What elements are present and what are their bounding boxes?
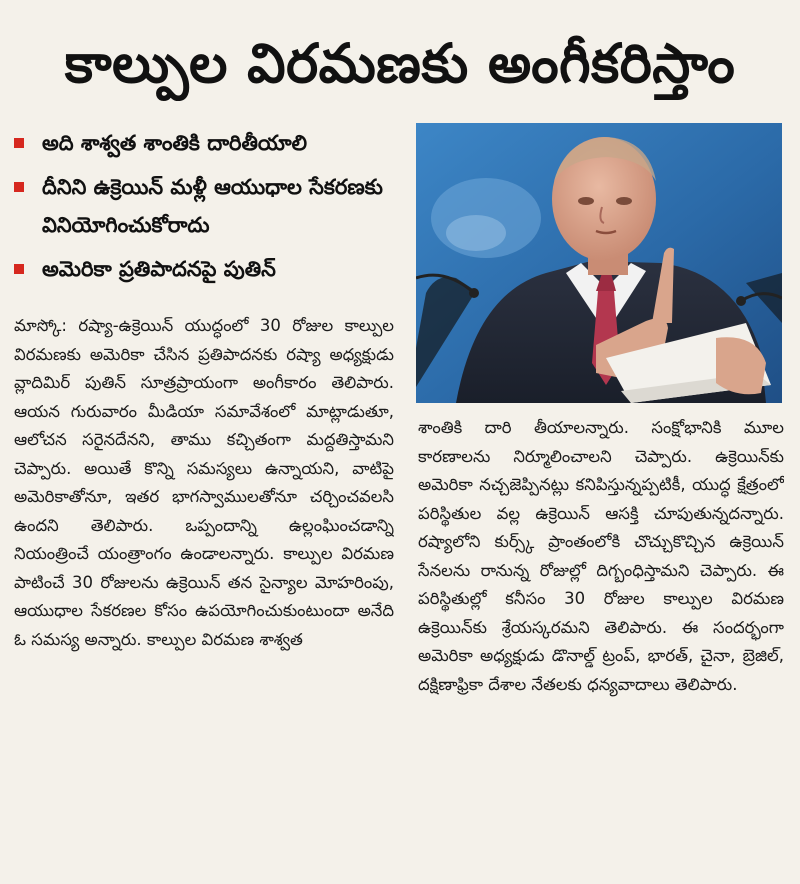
highlight-list: [14, 124, 404, 294]
bullet-square-icon: [14, 264, 24, 274]
highlight-item: [14, 168, 404, 244]
article-body-left: మాస్కో: రష్యా-ఉక్రెయిన్ యుద్ధంలో 30 రోజుల కాల్పుల విరమణకు అమెరికా చేసిన ప్రతిపాదనకు రష్యా అధ్యక్షుడు వ్లాదిమిర్ పుతిన్ సూత్రప్రాయంగా అంగీకారం తెలిపారు. ఆయన గురువారం మీడియా సమావేశంలో మాట్లాడుతూ, ఆలోచన సరైనదేనని, తాము కచ్చితంగా మద్దతిస్తామని చెప్పారు. అయితే కొన్ని సమస్యలు ఉన్నాయని, వాటిపై అమెరికాతోనూ, ఇతర భాగస్వాములతోనూ చర్చించవలసి ఉందని తెలిపారు. ఒప్పందాన్ని ఉల్లంఘించడాన్ని నియంత్రించే యంత్రాంగం ఉండాలన్నారు. కాల్పుల విరమణ పాటించే 30 రోజులను ఉక్రెయిన్ తన సైన్యాల మోహరింపు, ఆయుధాల సేకరణల కోసం ఉపయోగించుకుంటుందా అనేది ఓ సమస్య అన్నారు. కాల్పుల విరమణ శాశ్వత: [14, 316, 394, 649]
article-column-right: [418, 414, 784, 854]
news-photo: [416, 123, 782, 403]
bullet-square-icon: [14, 182, 24, 192]
article-body-right: శాంతికి దారి తీయాలన్నారు. సంక్షోభానికి మూల కారణాలను నిర్మూలించాలని చెప్పారు. ఉక్రెయిన్‌కు అమెరికా నచ్చజెప్పినట్లు కనిపిస్తున్నప్పటికీ, యుద్ధ క్షేత్రంలో పరిస్థితుల వల్ల ఉక్రెయిన్ ఆసక్తి చూపుతున్నదన్నారు. రష్యాలోని కుర్స్క్ ప్రాంతంలోకి చొచ్చుకొచ్చిన ఉక్రెయిన్ సేనలను రానున్న రోజుల్లో దిగ్బంధిస్తామని చెప్పారు. ఈ పరిస్థితుల్లో కనీసం 30 రోజుల కాల్పుల విరమణ ఉక్రెయిన్‌కు శ్రేయస్కరమని తెలిపారు. ఈ సందర్భంగా అమెరికా అధ్యక్షుడు డొనాల్డ్ ట్రంప్, భారత్, చైనా, బ్రెజిల్, దక్షిణాఫ్రికా దేశాల నేతలకు ధన్యవాదాలు తెలిపారు.: [418, 418, 784, 694]
highlight-item: [14, 250, 404, 288]
speaker-photo-illustration: [416, 123, 782, 403]
highlight-text: అది శాశ్వత శాంతికి దారితీయాలి: [42, 131, 308, 155]
highlight-text: అమెరికా ప్రతిపాదనపై పుతిన్: [42, 257, 276, 281]
highlight-item: [14, 124, 404, 162]
highlight-text: దీనిని ఉక్రెయిన్ మళ్లీ ఆయుధాల సేకరణకు వినియోగించుకోరాదు: [42, 175, 383, 237]
bullet-square-icon: [14, 138, 24, 148]
article-column-left: [14, 312, 394, 872]
headline: కాల్పుల విరమణకు అంగీకరిస్తాం: [64, 32, 736, 95]
